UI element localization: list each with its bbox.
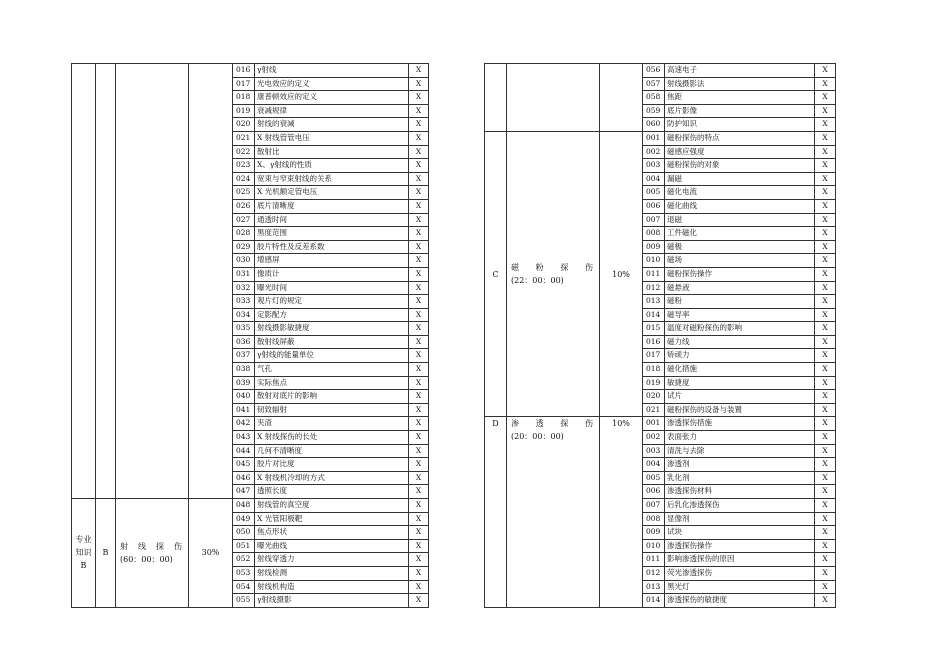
item-name: 渗透探伤操作 <box>665 539 815 553</box>
section-name-char: 粉 <box>535 263 546 273</box>
item-level: X <box>409 349 429 363</box>
section-name-char: 探 <box>560 263 571 273</box>
item-name: 底片清晰度 <box>255 199 409 213</box>
item-name: 黑度范围 <box>255 227 409 241</box>
item-code: 009 <box>643 240 665 254</box>
item-name: 矫顽力 <box>665 349 815 363</box>
item-name: 增感屏 <box>255 254 409 268</box>
item-code: 048 <box>233 499 255 513</box>
item-level: X <box>409 431 429 445</box>
item-code: 030 <box>233 254 255 268</box>
item-name: γ射线的能量单位 <box>255 349 409 363</box>
item-name: 射线管的真空度 <box>255 499 409 513</box>
item-level: X <box>409 390 429 404</box>
item-name: 显像剂 <box>665 512 815 526</box>
item-name: X 射线管管电压 <box>255 131 409 145</box>
item-level: X <box>409 594 429 608</box>
item-name: 光电效应的定义 <box>255 77 409 91</box>
item-code: 019 <box>643 376 665 390</box>
item-name: 磁粉探伤的对象 <box>665 159 815 173</box>
item-code: 046 <box>233 471 255 485</box>
item-level: X <box>409 363 429 377</box>
item-code: 005 <box>643 186 665 200</box>
item-level: X <box>409 267 429 281</box>
section-name-char: 伤 <box>584 263 595 273</box>
item-name: 焦距 <box>665 91 815 105</box>
item-code: 021 <box>233 131 255 145</box>
item-name: 胶片对比度 <box>255 458 409 472</box>
item-name: 黑光灯 <box>665 580 815 594</box>
item-code: 007 <box>643 213 665 227</box>
item-level: X <box>409 104 429 118</box>
item-code: 013 <box>643 580 665 594</box>
subject-wrap <box>507 261 599 287</box>
item-level: X <box>409 64 429 78</box>
item-name: 通透时间 <box>255 213 409 227</box>
item-code: 002 <box>643 145 665 159</box>
item-code: 029 <box>233 240 255 254</box>
item-name: γ射线 <box>255 64 409 78</box>
item-name: 康普顿效应的定义 <box>255 91 409 105</box>
category-label: B <box>80 561 87 571</box>
item-name: 磁场 <box>665 254 815 268</box>
item-level: X <box>815 444 836 458</box>
item-level: X <box>815 539 836 553</box>
item-code: 028 <box>233 227 255 241</box>
item-level: X <box>409 485 429 499</box>
item-name: 磁粉探伤操作 <box>665 267 815 281</box>
item-code: 055 <box>233 594 255 608</box>
item-name: 观片灯的规定 <box>255 295 409 309</box>
item-level: X <box>815 172 836 186</box>
item-code: 038 <box>233 363 255 377</box>
item-code: 013 <box>643 295 665 309</box>
item-code: 033 <box>233 295 255 309</box>
item-level: X <box>815 594 836 608</box>
item-level: X <box>815 417 836 431</box>
item-level: X <box>409 526 429 540</box>
item-name: 曝光曲线 <box>255 539 409 553</box>
item-level: X <box>409 335 429 349</box>
item-code: 045 <box>233 458 255 472</box>
item-name: 散射对底片的影响 <box>255 390 409 404</box>
item-level: X <box>409 322 429 336</box>
empty-cell <box>116 64 189 499</box>
item-level: X <box>815 281 836 295</box>
item-name: 试片 <box>665 390 815 404</box>
item-code: 051 <box>233 539 255 553</box>
section-name <box>511 417 595 430</box>
item-name: X 光机额定管电压 <box>255 186 409 200</box>
item-level: X <box>815 308 836 322</box>
item-name: 射线机构造 <box>255 580 409 594</box>
item-name: 曝光时间 <box>255 281 409 295</box>
item-level: X <box>815 295 836 309</box>
item-level: X <box>815 553 836 567</box>
item-name: 像质计 <box>255 267 409 281</box>
item-name: 工件磁化 <box>665 227 815 241</box>
item-code: 043 <box>233 431 255 445</box>
item-level: X <box>409 186 429 200</box>
section-name-char: 磁 <box>511 263 521 273</box>
item-code: 011 <box>643 267 665 281</box>
item-name: 气孔 <box>255 363 409 377</box>
item-name: γ射线摄影 <box>255 594 409 608</box>
item-code: 008 <box>643 512 665 526</box>
item-name: 退磁 <box>665 213 815 227</box>
item-name: 磁粉探伤的特点 <box>665 131 815 145</box>
item-code: 031 <box>233 267 255 281</box>
subject-cell <box>116 499 189 608</box>
item-name: 后乳化渗透探伤 <box>665 499 815 513</box>
item-name: 散射比 <box>255 145 409 159</box>
left-knowledge-table <box>71 63 429 608</box>
item-code: 060 <box>643 118 665 132</box>
item-level: X <box>409 376 429 390</box>
item-name: 衰减规律 <box>255 104 409 118</box>
item-level: X <box>815 458 836 472</box>
item-code: 057 <box>643 77 665 91</box>
item-level: X <box>409 295 429 309</box>
empty-cell <box>96 64 116 499</box>
subject-name-char: 射 <box>120 541 130 551</box>
empty-cell <box>189 64 233 499</box>
item-level: X <box>815 227 836 241</box>
item-code: 037 <box>233 349 255 363</box>
item-code: 018 <box>643 363 665 377</box>
item-name: 宽束与窄束射线的关系 <box>255 172 409 186</box>
item-name: 荧光渗透探伤 <box>665 566 815 580</box>
item-level: X <box>409 227 429 241</box>
item-name: 磁粉探伤的设备与装置 <box>665 403 815 417</box>
item-code: 058 <box>643 91 665 105</box>
item-code: 001 <box>643 417 665 431</box>
section-subject-cell <box>507 131 600 416</box>
item-level: X <box>409 172 429 186</box>
item-code: 025 <box>233 186 255 200</box>
item-level: X <box>815 64 836 78</box>
item-level: X <box>409 444 429 458</box>
item-code: 022 <box>233 145 255 159</box>
category-cell <box>72 499 96 608</box>
right-knowledge-table <box>484 63 836 608</box>
item-level: X <box>409 308 429 322</box>
item-level: X <box>815 431 836 445</box>
item-level: X <box>409 159 429 173</box>
item-name: 磁化曲线 <box>665 199 815 213</box>
item-level: X <box>815 580 836 594</box>
item-name: 防护知识 <box>665 118 815 132</box>
item-name: 射线摄影敏捷度 <box>255 322 409 336</box>
item-name: 清洗与去除 <box>665 444 815 458</box>
table-row <box>485 64 836 78</box>
item-code: 032 <box>233 281 255 295</box>
section-percent: 10% <box>600 131 643 416</box>
item-level: X <box>815 240 836 254</box>
item-name: 磁力线 <box>665 335 815 349</box>
item-code: 054 <box>233 580 255 594</box>
item-code: 036 <box>233 335 255 349</box>
item-code: 034 <box>233 308 255 322</box>
item-name: 渗透剂 <box>665 458 815 472</box>
item-level: X <box>815 199 836 213</box>
empty-cell <box>72 64 96 499</box>
section-hours: (22：00：00) <box>511 276 564 286</box>
item-code: 039 <box>233 376 255 390</box>
item-level: X <box>815 499 836 513</box>
item-name: 磁导率 <box>665 308 815 322</box>
item-level: X <box>409 199 429 213</box>
section-hours: (20：00：00) <box>511 432 564 442</box>
item-name: X 光管阳极靶 <box>255 512 409 526</box>
item-code: 004 <box>643 172 665 186</box>
item-code: 044 <box>233 444 255 458</box>
item-level: X <box>815 104 836 118</box>
category-label: 知识 <box>75 548 92 558</box>
category-label: 专业 <box>75 535 92 545</box>
item-code: 002 <box>643 431 665 445</box>
section-subject-cell <box>507 417 600 607</box>
item-name: X、γ射线的性质 <box>255 159 409 173</box>
item-level: X <box>409 254 429 268</box>
item-level: X <box>409 77 429 91</box>
empty-cell <box>600 64 643 132</box>
subject-name-char: 线 <box>138 541 148 551</box>
item-name: X 射线机冷却的方式 <box>255 471 409 485</box>
item-name: 射线检测 <box>255 566 409 580</box>
item-name: 射线穿透力 <box>255 553 409 567</box>
empty-cell <box>485 64 507 132</box>
empty-cell <box>507 64 600 132</box>
item-name: 实际焦点 <box>255 376 409 390</box>
item-code: 014 <box>643 594 665 608</box>
item-name: 磁化措施 <box>665 363 815 377</box>
item-name: X 射线探伤的长处 <box>255 431 409 445</box>
item-code: 020 <box>643 390 665 404</box>
item-name: 底片影像 <box>665 104 815 118</box>
item-name: 试块 <box>665 526 815 540</box>
item-level: X <box>815 322 836 336</box>
section-code: C <box>485 131 507 416</box>
item-level: X <box>815 145 836 159</box>
item-name: 温度对磁粉探伤的影响 <box>665 322 815 336</box>
item-code: 004 <box>643 458 665 472</box>
item-name: 高速电子 <box>665 64 815 78</box>
item-name: 射线的衰减 <box>255 118 409 132</box>
item-code: 052 <box>233 553 255 567</box>
item-code: 040 <box>233 390 255 404</box>
item-level: X <box>409 118 429 132</box>
item-name: 影响渗透探伤的原因 <box>665 553 815 567</box>
item-level: X <box>815 471 836 485</box>
item-level: X <box>409 458 429 472</box>
item-code: 005 <box>643 471 665 485</box>
section-name-char: 伤 <box>584 419 595 429</box>
item-code: 050 <box>233 526 255 540</box>
item-code: 056 <box>643 64 665 78</box>
subject-hours: (60：00：00) <box>120 554 173 564</box>
item-level: X <box>409 512 429 526</box>
item-code: 003 <box>643 159 665 173</box>
item-level: X <box>409 240 429 254</box>
item-code: 019 <box>233 104 255 118</box>
table-row <box>485 131 836 145</box>
item-code: 006 <box>643 199 665 213</box>
item-code: 021 <box>643 403 665 417</box>
item-name: 漏磁 <box>665 172 815 186</box>
item-level: X <box>409 145 429 159</box>
subject-name-char: 探 <box>156 541 166 551</box>
item-level: X <box>409 580 429 594</box>
item-level: X <box>815 91 836 105</box>
item-level: X <box>815 526 836 540</box>
item-code: 026 <box>233 199 255 213</box>
item-level: X <box>409 403 429 417</box>
item-code: 006 <box>643 485 665 499</box>
item-name: 渗透探伤的敏捷度 <box>665 594 815 608</box>
item-level: X <box>815 512 836 526</box>
subject-name <box>120 540 184 553</box>
item-level: X <box>815 213 836 227</box>
item-level: X <box>815 376 836 390</box>
item-code: 035 <box>233 322 255 336</box>
item-code: 010 <box>643 539 665 553</box>
item-level: X <box>409 553 429 567</box>
section-code: D <box>485 417 507 607</box>
item-code: 014 <box>643 308 665 322</box>
item-name: 韧致辐射 <box>255 403 409 417</box>
item-level: X <box>815 77 836 91</box>
item-name: 射线摄影法 <box>665 77 815 91</box>
item-code: 049 <box>233 512 255 526</box>
item-level: X <box>815 267 836 281</box>
item-code: 024 <box>233 172 255 186</box>
item-level: X <box>409 281 429 295</box>
item-code: 016 <box>643 335 665 349</box>
item-code: 012 <box>643 281 665 295</box>
item-level: X <box>815 186 836 200</box>
item-code: 017 <box>643 349 665 363</box>
table-row <box>485 417 836 431</box>
item-name: 磁化电流 <box>665 186 815 200</box>
subject-percent: 30% <box>189 499 233 608</box>
item-level: X <box>815 159 836 173</box>
item-name: 定影配方 <box>255 308 409 322</box>
item-level: X <box>815 349 836 363</box>
item-level: X <box>409 499 429 513</box>
item-level: X <box>409 91 429 105</box>
item-name: 磁感应强度 <box>665 145 815 159</box>
item-name: 夹渣 <box>255 417 409 431</box>
table-row <box>72 64 429 78</box>
item-code: 042 <box>233 417 255 431</box>
section-name-char: 渗 <box>511 419 521 429</box>
item-name: 表面张力 <box>665 431 815 445</box>
item-name: 乳化剂 <box>665 471 815 485</box>
item-code: 047 <box>233 485 255 499</box>
item-code: 016 <box>233 64 255 78</box>
item-code: 003 <box>643 444 665 458</box>
item-level: X <box>815 485 836 499</box>
subject-wrap <box>507 417 599 443</box>
item-code: 053 <box>233 566 255 580</box>
section-percent: 10% <box>600 417 643 607</box>
subject-code: B <box>96 499 116 608</box>
item-code: 011 <box>643 553 665 567</box>
item-name: 透照长度 <box>255 485 409 499</box>
item-level: X <box>409 417 429 431</box>
item-level: X <box>815 566 836 580</box>
item-name: 磁粉 <box>665 295 815 309</box>
item-name: 胶片特性及反差系数 <box>255 240 409 254</box>
item-code: 010 <box>643 254 665 268</box>
item-code: 059 <box>643 104 665 118</box>
item-level: X <box>815 403 836 417</box>
item-code: 018 <box>233 91 255 105</box>
item-name: 渗透探伤措施 <box>665 417 815 431</box>
item-code: 017 <box>233 77 255 91</box>
item-code: 012 <box>643 566 665 580</box>
item-level: X <box>409 539 429 553</box>
table-row <box>72 499 429 513</box>
subject-wrap <box>116 540 188 566</box>
item-level: X <box>815 390 836 404</box>
item-level: X <box>815 131 836 145</box>
item-level: X <box>815 363 836 377</box>
item-level: X <box>409 471 429 485</box>
item-code: 001 <box>643 131 665 145</box>
item-level: X <box>815 118 836 132</box>
item-name: 敏捷度 <box>665 376 815 390</box>
item-code: 023 <box>233 159 255 173</box>
item-code: 009 <box>643 526 665 540</box>
item-code: 041 <box>233 403 255 417</box>
section-name-char: 探 <box>560 419 571 429</box>
item-name: 焦点形状 <box>255 526 409 540</box>
item-name: 几何不清晰度 <box>255 444 409 458</box>
item-name: 磁悬液 <box>665 281 815 295</box>
item-level: X <box>409 566 429 580</box>
item-code: 015 <box>643 322 665 336</box>
item-level: X <box>409 213 429 227</box>
item-level: X <box>409 131 429 145</box>
item-level: X <box>815 254 836 268</box>
section-name-char: 透 <box>535 419 546 429</box>
item-code: 007 <box>643 499 665 513</box>
item-code: 008 <box>643 227 665 241</box>
item-name: 渗透探伤材料 <box>665 485 815 499</box>
subject-name-char: 伤 <box>174 541 184 551</box>
item-code: 020 <box>233 118 255 132</box>
item-name: 散射线屏蔽 <box>255 335 409 349</box>
section-name <box>511 261 595 274</box>
item-code: 027 <box>233 213 255 227</box>
item-level: X <box>815 335 836 349</box>
item-name: 磁极 <box>665 240 815 254</box>
